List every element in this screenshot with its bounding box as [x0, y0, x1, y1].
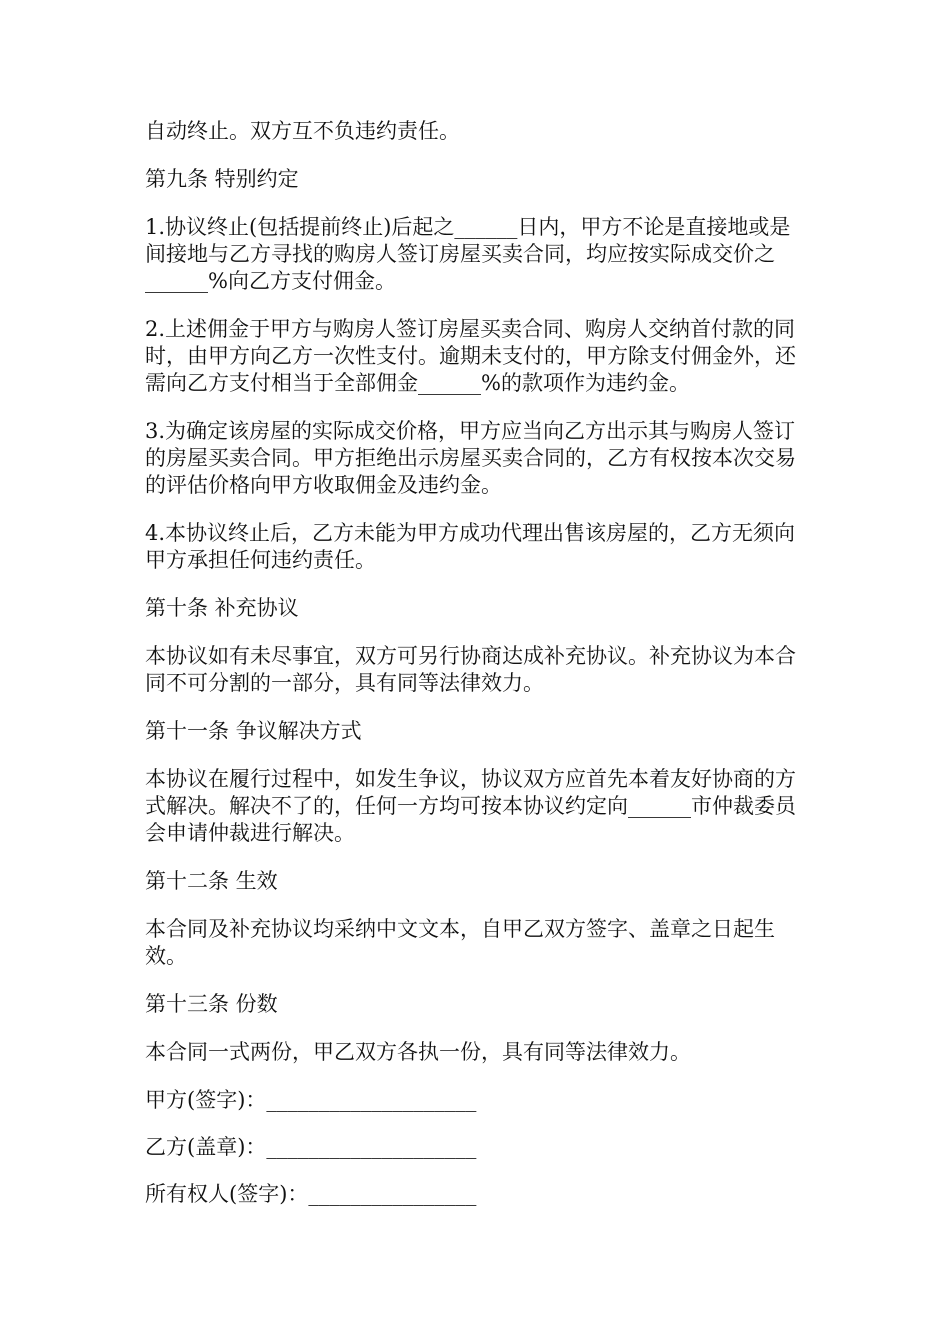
- paragraph-12: 本合同及补充协议均采纳中文文本，自甲乙双方签字、盖章之日起生效。: [145, 917, 775, 968]
- heading-article-13: 第十三条 份数: [145, 992, 278, 1016]
- paragraph-9-2: 2.上述佣金于甲方与购房人签订房屋买卖合同、购房人交纳首付款的同时，由甲方向乙方一次性支付。逾期未支付的，甲方除支付佣金外，还需向乙方支付相当于全部佣金______%的款项作为违约金。: [145, 317, 796, 395]
- signature-party-b: 乙方(盖章)：____________________: [145, 1135, 477, 1159]
- paragraph-10: 本协议如有未尽事宜，双方可另行协商达成补充协议。补充协议为本合同不可分割的一部分，具有同等法律效力。: [145, 644, 796, 695]
- signature-owner: 所有权人(签字)：________________: [145, 1182, 477, 1206]
- paragraph-11: 本协议在履行过程中，如发生争议，协议双方应首先本着友好协商的方式解决。解决不了的，任何一方均可按本协议约定向______市仲裁委员会申请仲裁进行解决。: [145, 767, 796, 845]
- paragraph-9-4: 4.本协议终止后，乙方未能为甲方成功代理出售该房屋的，乙方无须向甲方承担任何违约责任。: [145, 521, 796, 572]
- paragraph-termination-end: 自动终止。双方互不负违约责任。: [145, 119, 460, 143]
- contract-body: [145, 118, 810, 1228]
- signature-party-a: 甲方(签字)：____________________: [145, 1088, 477, 1112]
- heading-article-9: 第九条 特别约定: [145, 167, 299, 191]
- heading-article-10: 第十条 补充协议: [145, 596, 299, 620]
- paragraph-9-3: 3.为确定该房屋的实际成交价格，甲方应当向乙方出示其与购房人签订的房屋买卖合同。甲方拒绝出示房屋买卖合同的，乙方有权按本次交易的评估价格向甲方收取佣金及违约金。: [145, 419, 796, 497]
- paragraph-13: 本合同一式两份，甲乙双方各执一份，具有同等法律效力。: [145, 1040, 691, 1064]
- heading-article-11: 第十一条 争议解决方式: [145, 719, 362, 743]
- heading-article-12: 第十二条 生效: [145, 869, 278, 893]
- paragraph-9-1: 1.协议终止(包括提前终止)后起之______日内，甲方不论是直接地或是间接地与乙方寻找的购房人签订房屋买卖合同，均应按实际成交价之______%向乙方支付佣金。: [145, 215, 791, 293]
